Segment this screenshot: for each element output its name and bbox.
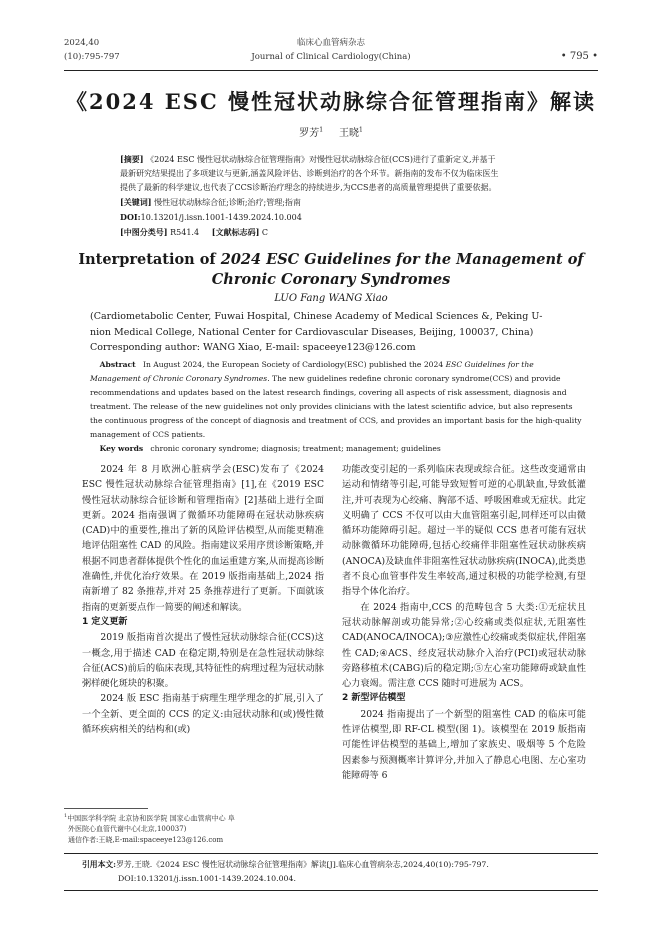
paragraph-definition-cont: 功能改变引起的一系列临床表现或综合征。这些改变通常由运动和情绪等引起,可能导致短暂可逆的心肌缺血,导致低灌注,并可表现为心绞痛、胸部不适、呼吸困难或无症状。此定义明确了 CCS 不仅可以由大血管阻塞引起,同样还可以由微循环功能障碍引起。超过一半的疑似 CCS 患者可能有冠状动脉微循环功能障碍,包括心绞痛伴非阻塞性冠状动脉疾病(ANOCA)及缺血伴非阻塞性冠状动脉疾病(INOCA),此类患者不良心血管事件发生率较高,通过积极的功能学检测,有望指导个体化治疗。 [342,464,586,598]
paragraph-definition-2: 2024 版 ESC 指南基于病理生理学理念的扩展,引入了一个全新、更全面的 CCS 的定义:由冠状动脉和(或)慢性微循环疾病相关的结构和(或) [82,693,324,736]
abstract-cn-label: [摘要] [120,154,144,164]
abstract-en-guideline-title: ESC Guidelines for the Management of Chronic Coronary Syndromes [90,360,534,383]
clc-label: [中图分类号] [120,227,168,237]
keywords-en: chronic coronary syndrome; diagnosis; treatment; management; guidelines [150,444,441,453]
doc-code-label: [文献标志码] [211,227,260,237]
paragraph-categories: 在 2024 指南中,CCS 的范畴包含 5 大类:①无症状且冠状动脉解剖或功能异常;②心绞痛或类似症状,无阻塞性 CAD(ANOCA/INOCA);③应激性心绞痛或类似症状,伴阻塞性 CAD;④ACS、经皮冠状动脉介入治疗(PCI)或冠状动脉旁路移植术(CABG)后的稳定期;⑤左心室功能障碍或缺血性心力衰竭。需注意 CCS 随时可进展为 ACS。 [342,601,586,690]
abstract-cn-text-2: 最新研究结果提出了多项建议与更新,涵盖风险评估、诊断到治疗的各个环节。新指南的发布不仅为临床医生 [120,169,499,178]
abstract-en [90,358,584,456]
page-number: • 795 • [560,51,598,62]
keywords-cn: 慢性冠状动脉综合征;诊断;治疗;管理;指南 [154,198,301,207]
section-heading-1: 1 定义更新 [82,616,128,627]
paragraph-model: 2024 指南提出了一个新型的阻塞性 CAD 的临床可能性评估模型,即 RF-CL 模型(图 1)。该模型在 2019 版指南可能性评估模型的基础上,增加了家族史、吸烟等 5 个危险因素参与预测概率计算评分,并加入了静息心电图、左心室功能障碍等 6 [342,708,586,781]
affiliation-en-line-2: nion Medical College, National Center for Cardiovascular Diseases, Beijing, 100037, China) [90,326,534,338]
abstract-cn-text-3: 提供了最新的科学建议,也代表了CCS诊断治疗理念的持续进步,为CCS患者的高质量管理提供了重要依据。 [120,183,497,192]
footnote-affil-1: 中国医学科学院 北京协和医学院 国家心血管病中心 阜 [67,814,235,823]
title-en-line-2 [64,270,598,290]
doi-value: 10.13201/j.issn.1001-1439.2024.10.004 [140,213,302,222]
author-1-affil: 1 [319,126,324,134]
header-year-volume: 2024,40 [64,38,100,48]
doc-code-value: C [261,228,269,237]
footnote-affil-2: 外医院心血管代谢中心(北京,100037) [68,825,187,834]
footnote-corresponding: 通信作者:王晓,E-mail:spaceeye123@126.com [68,836,224,845]
abstract-cn-line-1 [120,152,580,167]
section-heading-2: 2 新型评估模型 [342,693,406,704]
journal-name-en: Journal of Clinical Cardiology(China) [251,52,411,62]
footnote-line-1 [64,811,326,824]
citation-line-1 [82,858,580,872]
abstract-en-body [90,358,584,442]
abstract-cn-text-1: 《2024 ESC 慢性冠状动脉综合征管理指南》对慢性冠状动脉综合征(CCS)进行了重新定义,并基于 [146,155,496,164]
abstract-en-text-a: In August 2024, the European Society of Cardiology(ESC) published the 2024 [142,360,446,369]
keywords-en-row [90,442,584,456]
clc-value: R541.4 [170,228,200,237]
keywords-cn-label: [关键词] [120,197,152,207]
paragraph-intro: 2024 年 8 月欧洲心脏病学会(ESC)发布了《2024 ESC 慢性冠状动脉综合征管理指南》[1],在《2019 ESC 慢性冠状动脉综合征诊断和管理指南》[2]基础上进行全面更新。2024 指南强调了微循环功能障碍在冠状动脉疾病(CAD)中的重要性,推出了新的风险评估模型,从而能更精准地评估阻塞性 CAD 的风险。指南建议采用序贯诊断策略,并根据不同患者群体提供个性化的血运重建方案,从而提高诊断准确性,并优化治疗效果。在 2019 版指南基础上,2024 指南新增了 82 条推荐,并对 25 条推荐进行了更新。下面就该指南的更新要点作一简要的阐述和解读。 [82,464,324,613]
abstract-en-text-b: . The new guidelines redefine chronic coronary syndrome(CCS) and provide recommendations and updates based on the latest research findings, covering all aspects of risk assessment, diagnosis and treatment. The release of the new guidelines not only provides clinicians with the latest scientific advice, but also represents the continuous progress of the concept of diagnosis and treatment of CCS, and provides an important basis for the high-quality management of CCS patients. [90,374,582,439]
abstract-en-label: Abstract [99,360,136,369]
abstract-cn [120,152,580,240]
classification-row [120,225,580,240]
doi-label: DOI: [120,212,141,222]
author-2: 王晓 [338,128,359,139]
article-title-en [64,250,598,290]
authors-cn [0,124,662,139]
body-left-column [82,462,324,737]
citation-label: 引用本文: [82,860,117,869]
header-rule [64,70,598,71]
affiliation-en-line-1: (Cardiometabolic Center, Fuwai Hospital, Chinese Academy of Medical Sciences &, Peking U- [90,311,543,322]
footnote-rule [64,808,148,809]
citation-doi: DOI:10.13201/j.issn.1001-1439.2024.10.004. [118,874,296,883]
journal-name-cn: 临床心血管病杂志 [296,38,365,48]
keywords-en-label: Key words [99,444,144,453]
header-issue-pages: (10):795-797 [64,52,120,62]
title-en-italic: 2024 ESC Guidelines for the Management of [220,251,584,268]
keywords-cn-row [120,195,580,210]
footnote-marker: 1 [64,813,68,819]
title-en-prefix: Interpretation of [78,251,221,268]
author-1: 罗芳 [299,128,320,139]
running-header [64,36,598,70]
paragraph-definition-1: 2019 版指南首次提出了慢性冠状动脉综合征(CCS)这一概念,用于描述 CAD 在稳定期,特别是在急性冠状动脉综合征(ACS)前后的临床表现,其特征性的病理过程为冠状动脉粥样硬化斑块的积聚。 [82,632,324,690]
footnote [64,811,326,846]
citation-box [64,853,598,891]
article-title-cn: 《2024 ESC 慢性冠状动脉综合征管理指南》解读 [66,89,596,114]
author-2-affil: 1 [358,126,363,134]
corresponding-author-en: Corresponding author: WANG Xiao, E-mail: spaceeye123@126.com [90,342,416,353]
body-right-column [342,462,586,783]
title-en-italic-2: Chronic Coronary Syndromes [211,271,451,288]
authors-en: LUO Fang WANG Xiao [274,293,388,304]
title-en-line-1 [64,250,598,270]
affiliation-en [90,309,584,356]
header-center [64,36,598,64]
citation-text: 罗芳,王晓.《2024 ESC 慢性冠状动脉综合征管理指南》解读[J].临床心血管病杂志,2024,40(10):795-797. [116,860,489,869]
doi-row [120,210,580,225]
